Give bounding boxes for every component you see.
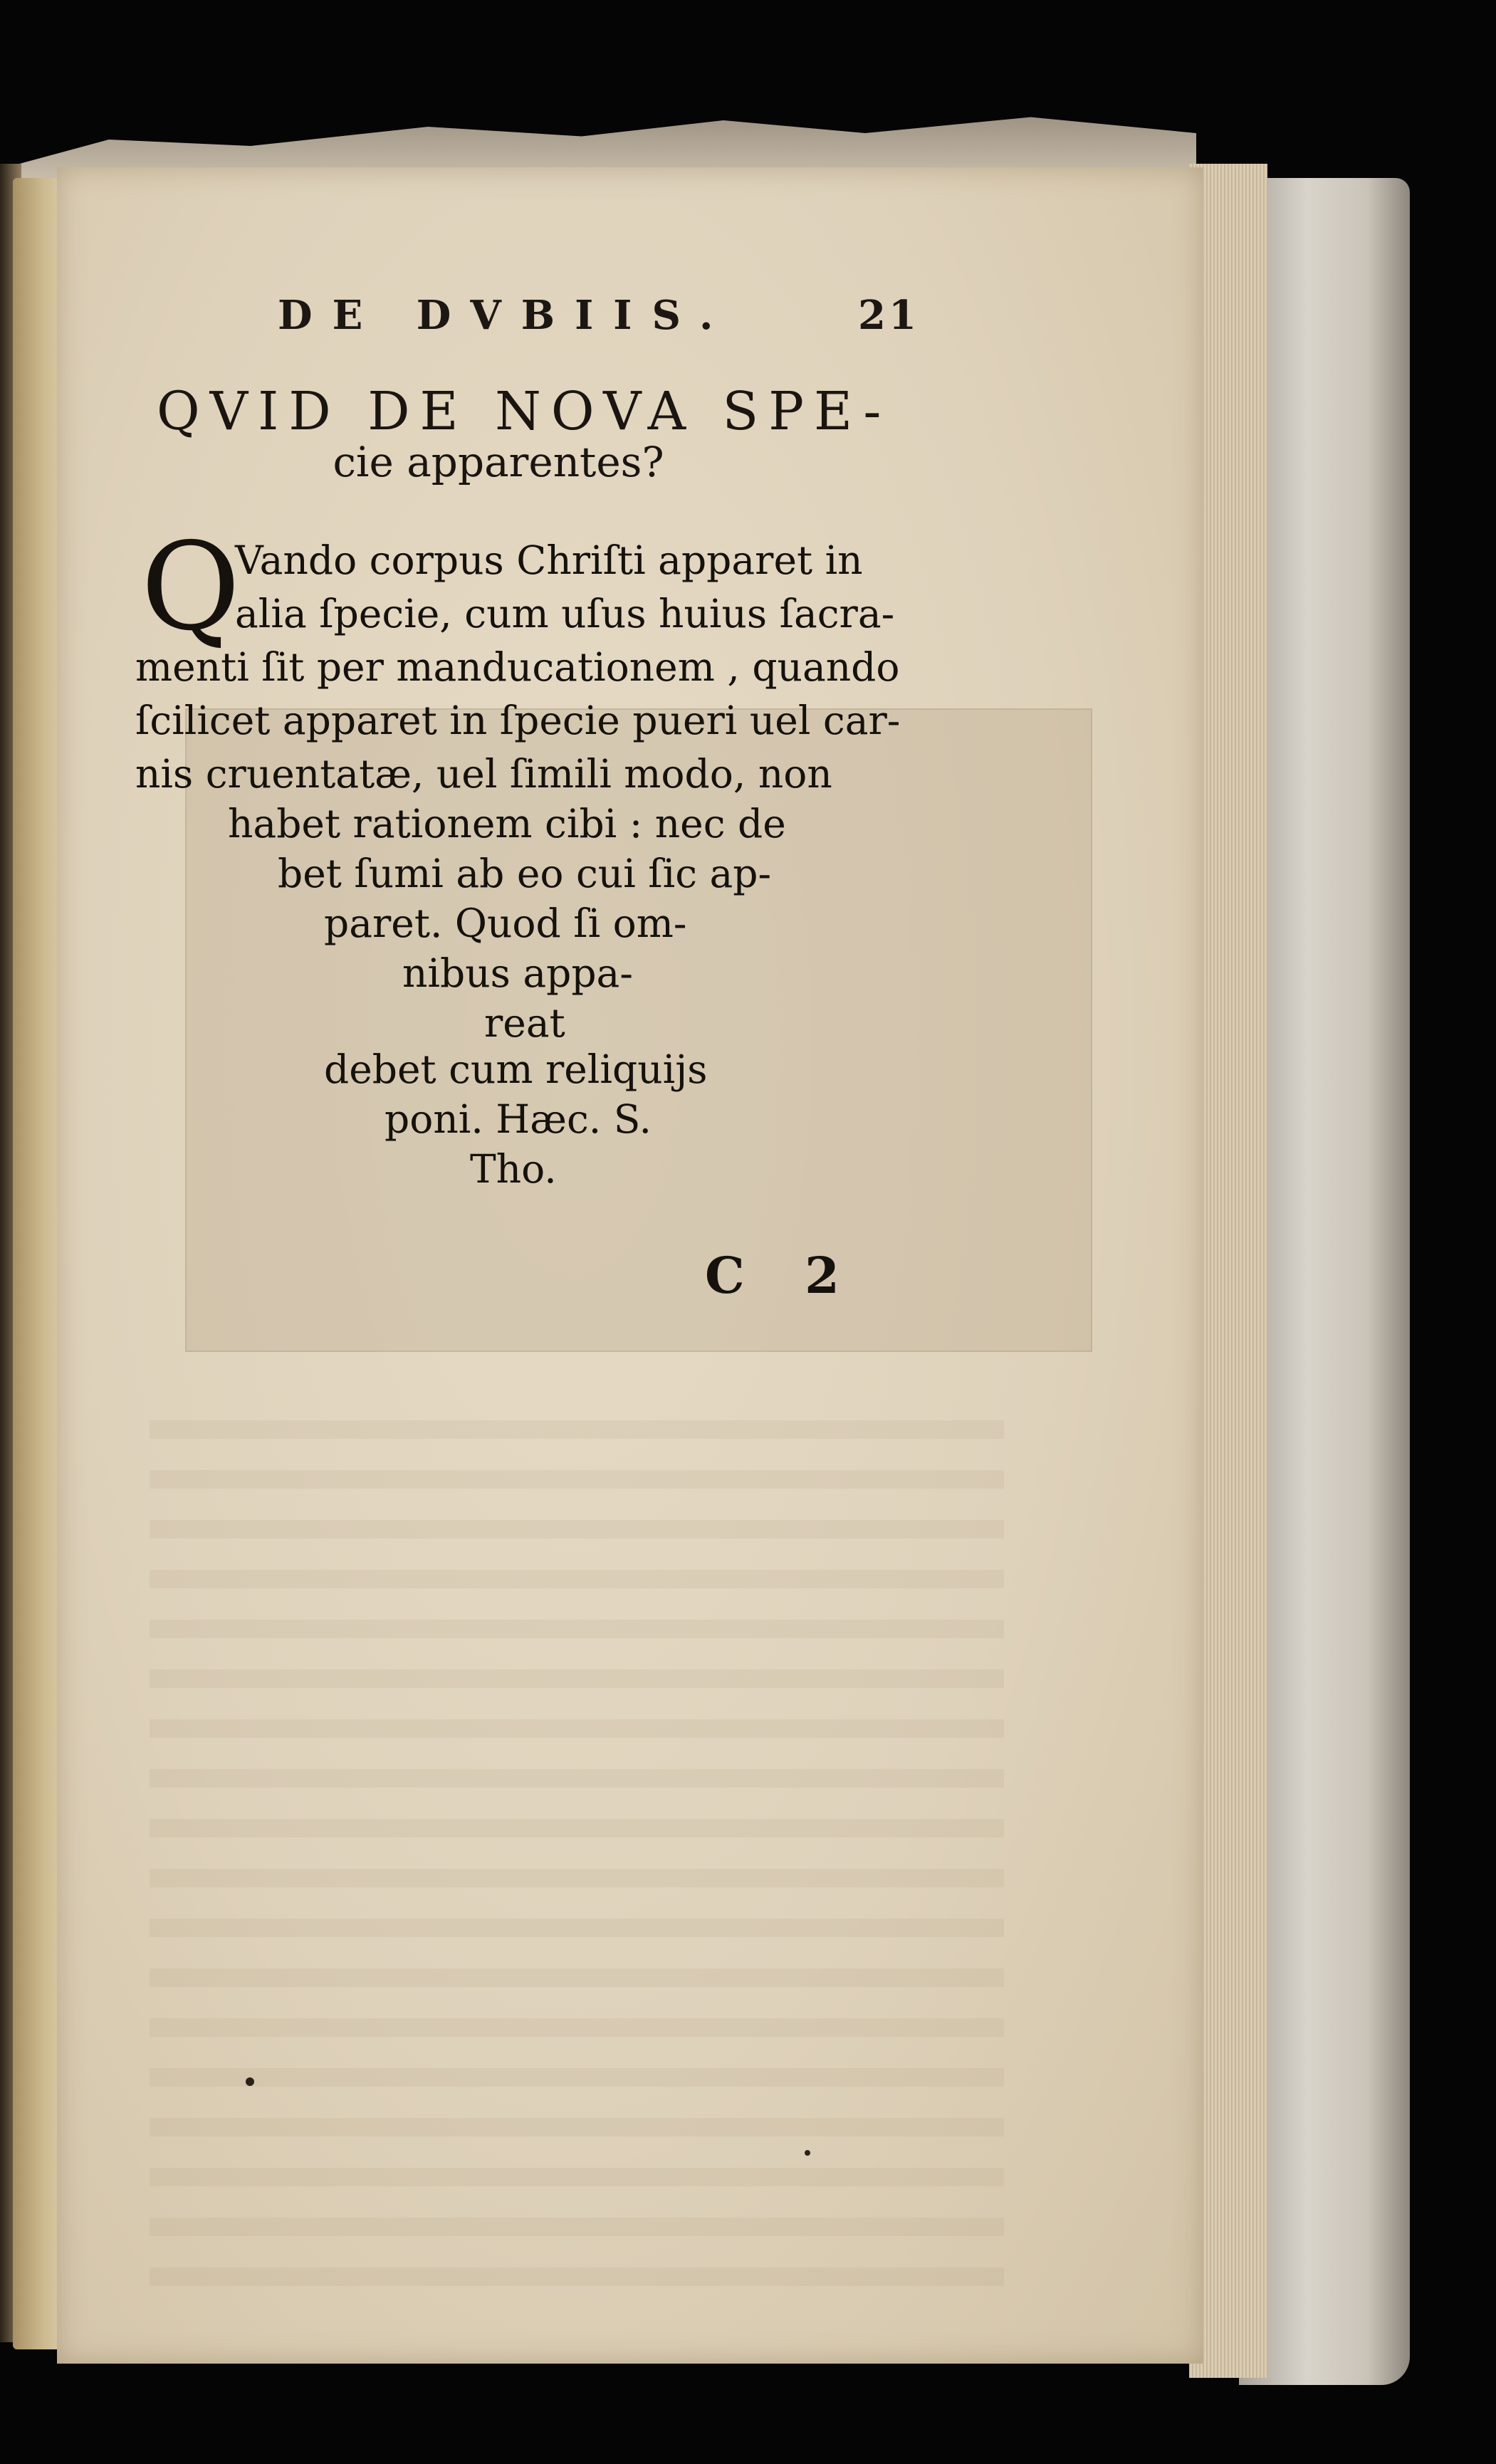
body-line: habet rationem cibi : nec de (228, 801, 786, 846)
signature-mark: C 2 (705, 1246, 861, 1305)
body-line: ſcilicet apparet in ſpecie pueri uel car- (135, 698, 901, 743)
body-line: Tho. (470, 1146, 557, 1192)
book-page (57, 167, 1203, 2364)
body-line: debet cum reliquijs (324, 1047, 708, 1092)
body-line: bet ſumi ab eo cui ſic ap- (278, 851, 772, 896)
body-line: paret. Quod ſi om- (324, 901, 687, 946)
show-through-text (150, 1420, 1004, 2296)
running-head: DE DVBIIS. (278, 292, 733, 339)
body-line: poni. Hæc. S. (385, 1096, 652, 1142)
page-number: 21 (858, 292, 919, 339)
body-line: alia ſpecie, cum uſus huius ſacra- (235, 591, 895, 636)
chapter-heading: QVID DE NOVA SPE- (157, 381, 891, 442)
gutter-strip (13, 178, 63, 2349)
chapter-heading-continued: cie apparentes? (333, 438, 664, 486)
body-line: nis cruentatæ, uel ſimili modo, non (135, 751, 832, 797)
body-line: menti ſit per manducationem , quando (135, 644, 900, 690)
body-line: Vando corpus Chriſti apparet in (235, 538, 863, 583)
body-line: reat (484, 1000, 565, 1046)
ink-speck (805, 2150, 810, 2156)
body-line: nibus appa- (402, 950, 633, 996)
ink-speck (246, 2077, 254, 2086)
drop-cap: Q (141, 517, 241, 658)
